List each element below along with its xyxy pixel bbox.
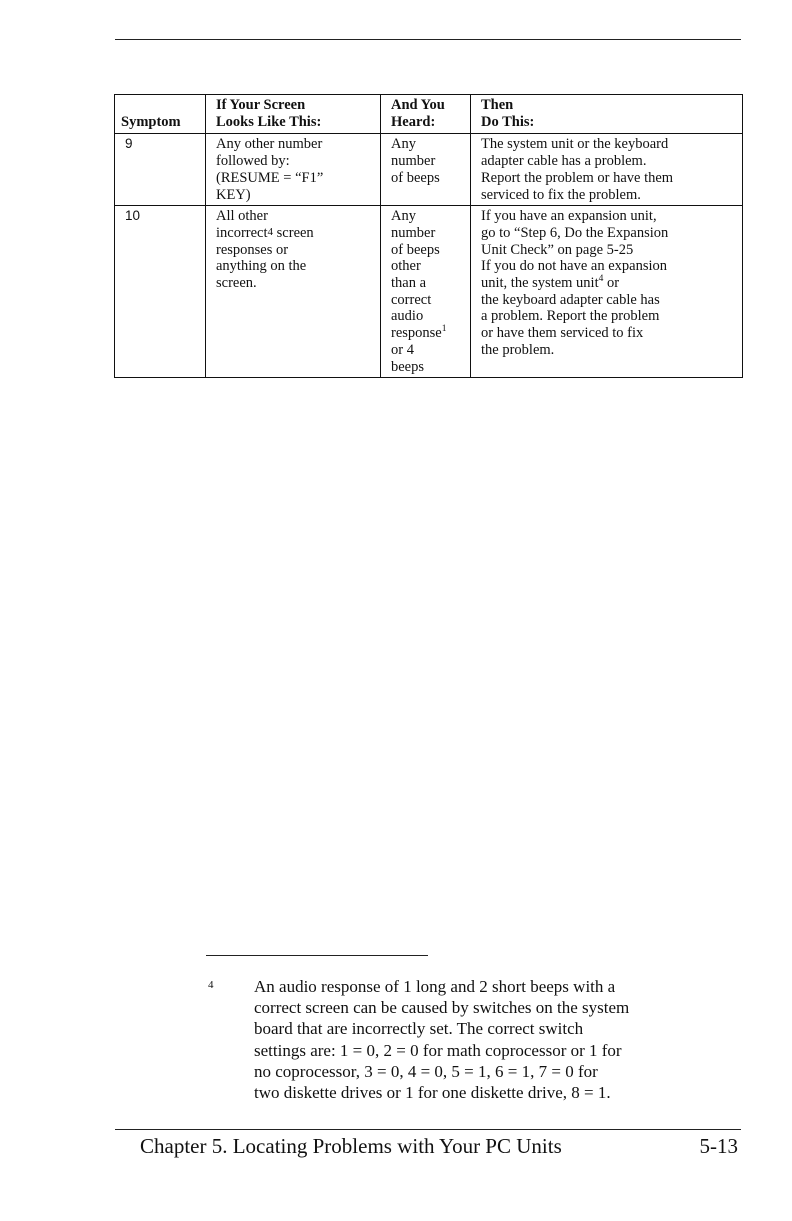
header-then: Then Do This:: [471, 95, 743, 134]
header-heard: And You Heard:: [381, 95, 471, 134]
troubleshooting-table: [114, 94, 743, 378]
screen-cell: Any other number followed by: (RESUME = “F1” KEY): [206, 134, 381, 206]
symptom-cell: 9: [115, 134, 206, 206]
heard-cell: Any number of beeps: [381, 134, 471, 206]
header-screen: If Your Screen Looks Like This:: [206, 95, 381, 134]
footnote-ref: 4: [267, 225, 274, 238]
footer-rule: [115, 1129, 741, 1130]
table-row: [115, 134, 743, 206]
page-number: 5-13: [699, 1134, 738, 1158]
symptom-cell: 10: [115, 206, 206, 378]
header-symptom: Symptom: [115, 95, 206, 134]
footnote-ref: 4: [598, 274, 604, 285]
heard-cell: Any number of beeps other than a correct audio response$^1$ or 4 beeps: [381, 206, 471, 378]
table-header-row: [115, 95, 743, 134]
top-rule: [115, 39, 741, 40]
screen-cell: All other incorrect4 screen responses or anything on the screen.: [206, 206, 381, 378]
footnote-rule: [206, 955, 428, 956]
then-cell: The system unit or the keyboard adapter cable has a problem. Report the problem or have them serviced to fix the problem.: [471, 134, 743, 206]
footnote-ref: 1: [441, 324, 447, 335]
then-cell: If you have an expansion unit, go to “Step 6, Do the Expansion Unit Check” on page 5-25 If you do not have an expansion unit, the system unit$^4$ or the keyboard adapter cable has a problem. Report the problem or have them serviced to fix the problem.: [471, 206, 743, 378]
footnote-marker: 4: [208, 979, 214, 991]
chapter-title: Chapter 5. Locating Problems with Your PC Units: [140, 1134, 562, 1158]
table-row: [115, 206, 743, 378]
footnote-text: An audio response of 1 long and 2 short beeps with a correct screen can be caused by switches on the system board that are incorrectly set. The correct switch settings are: 1 = 0, 2 = 0 for math coprocessor or 1 for no coprocessor, 3 = 0, 4 = 0, 5 = 1, 6 = 1, 7 = 0 for two diskette drives or 1 for one diskette drive, 8 = 1.: [254, 977, 630, 1103]
